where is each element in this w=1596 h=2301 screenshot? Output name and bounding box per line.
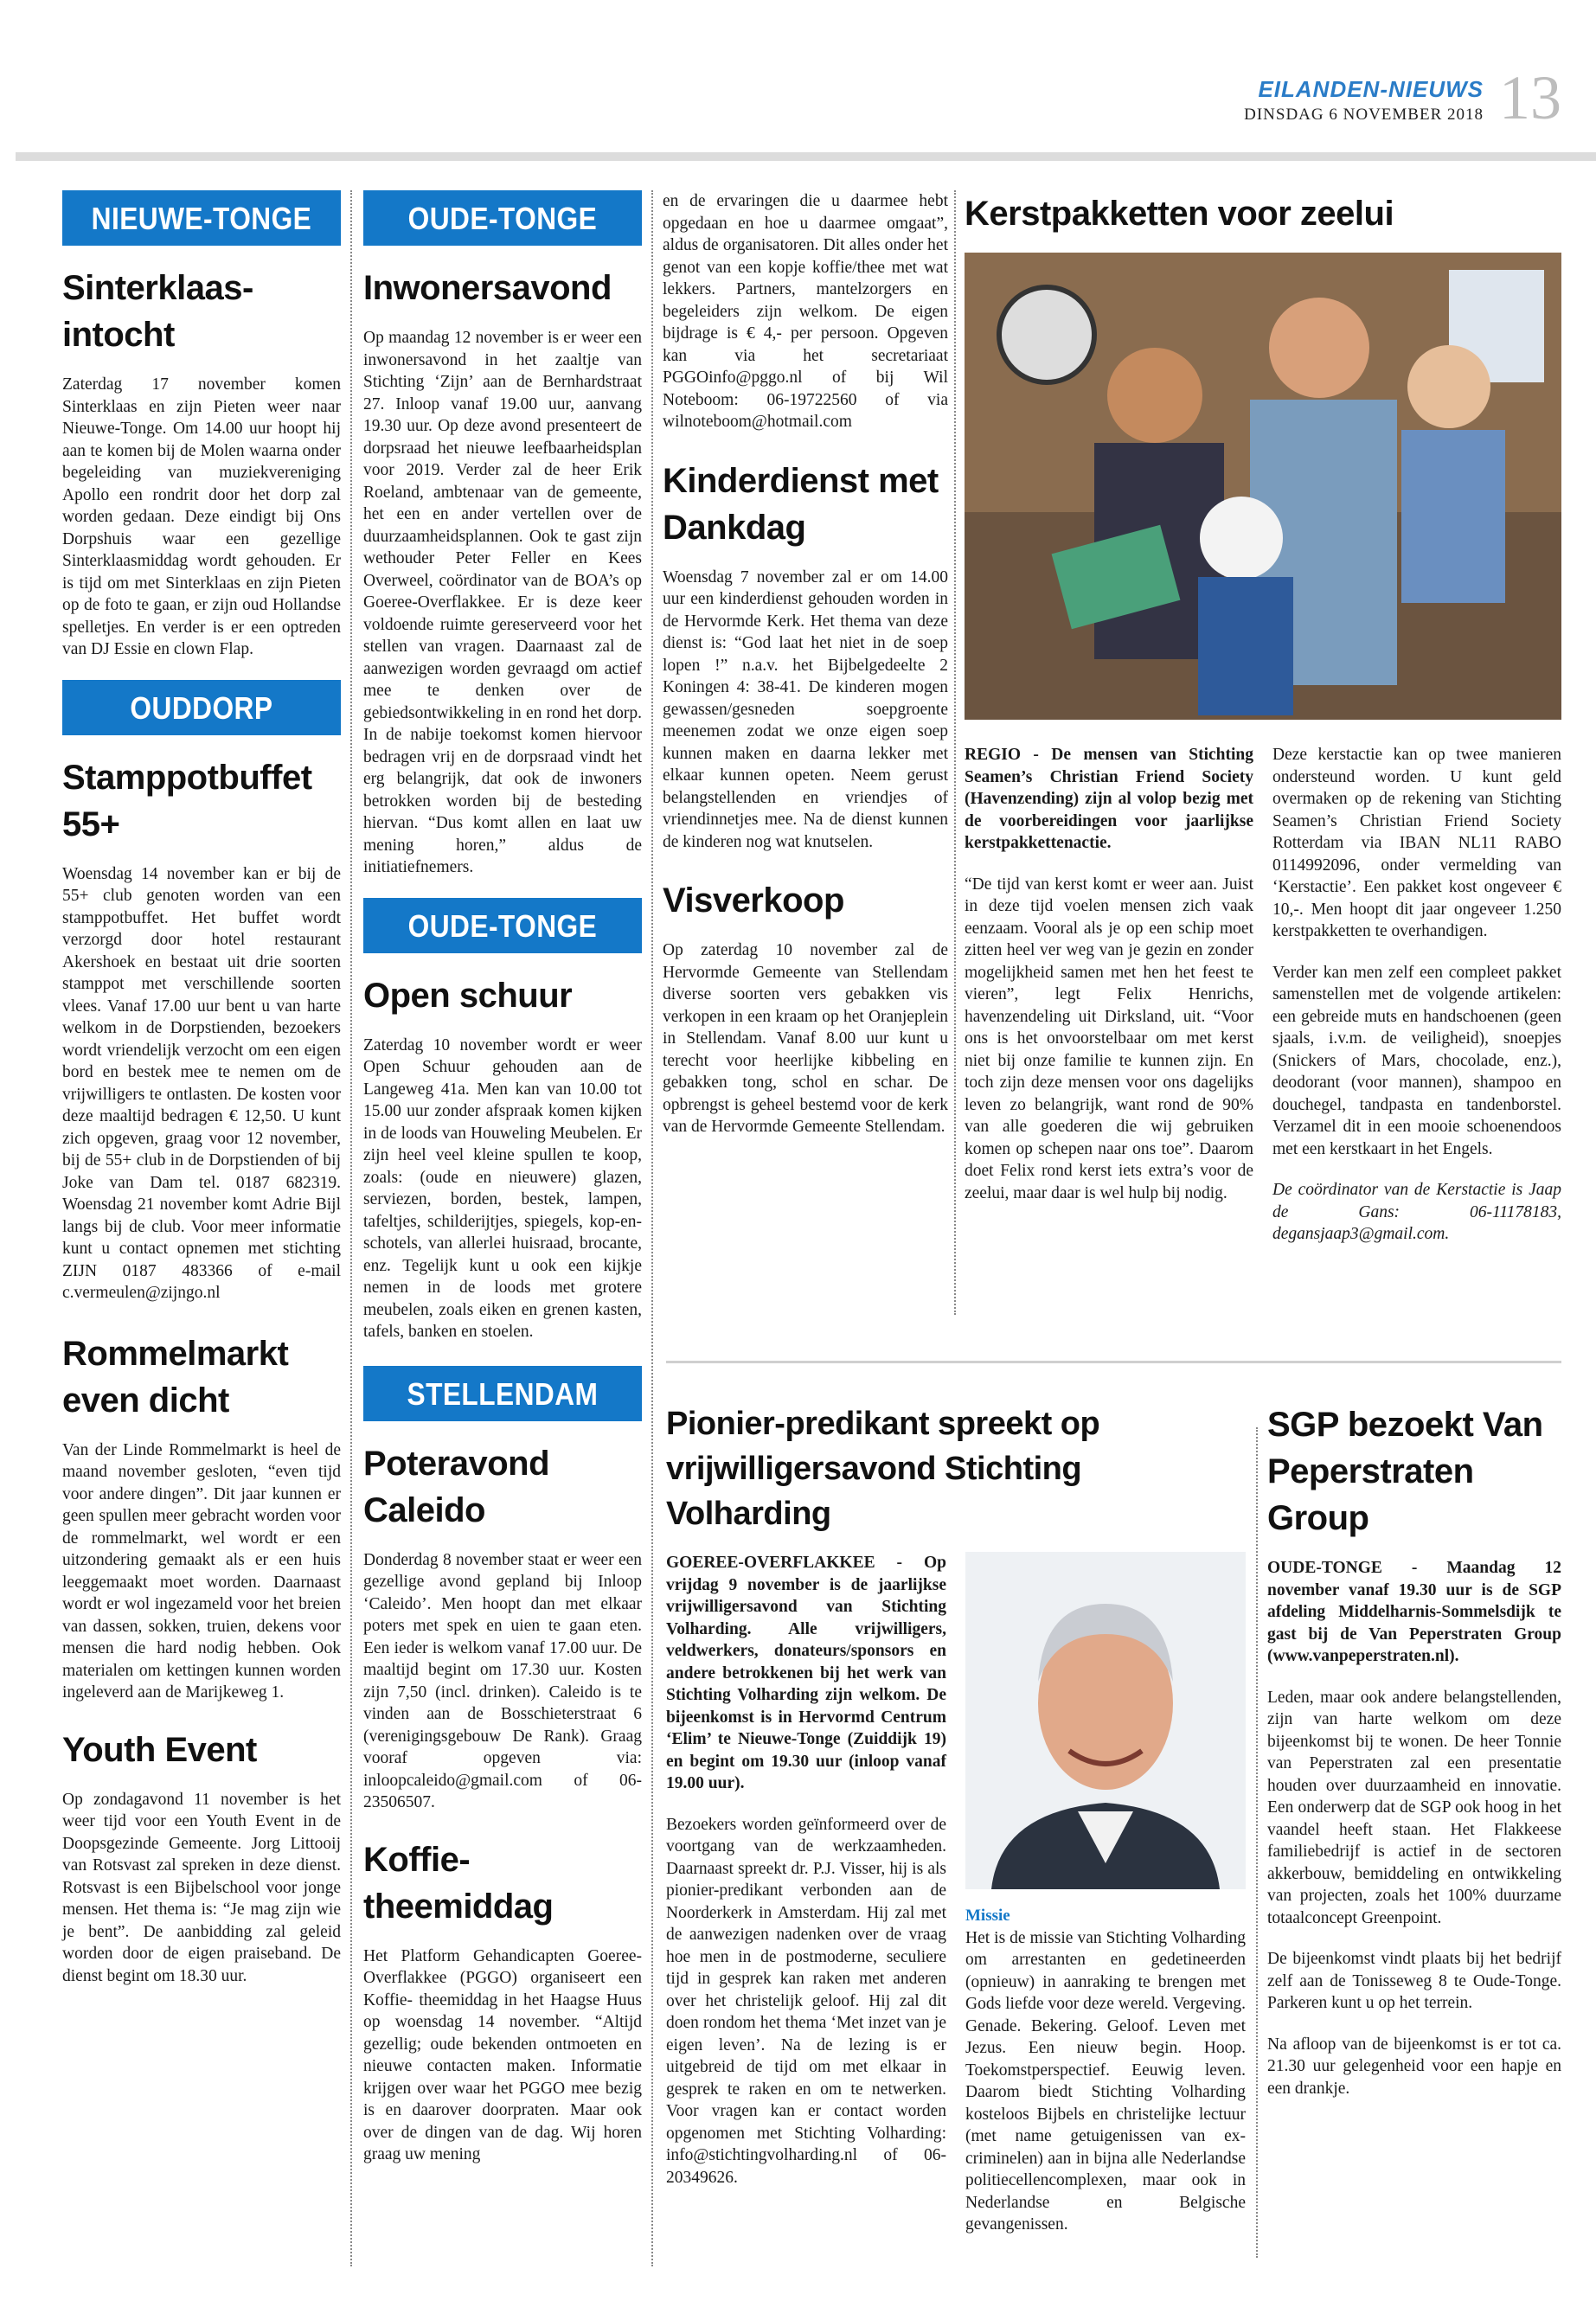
article-lead: OUDE-TONGE - Maandag 12 november vanaf 19.30 uur is de SGP afdeling Middelharnis-Sommelsdijk te gast bij de Van Peperstraten Group (www.vanpeperstraten.nl). [1267,1559,1561,1665]
column-1 [62,190,341,2006]
article-title: Poteravond Caleido [363,1444,550,1529]
header-divider [16,152,1596,161]
issue-date: DINSDAG 6 NOVEMBER 2018 [1244,106,1484,124]
article-body: Verder kan men zelf een compleet pakket samenstellen met de volgende artikelen: een gebreide muts en handschoenen (geen sjaals, i.v.m. de veiligheid), snoepjes (Snickers of Mars, chocolade, enz.), deodorant (voor mannen), shampoo en douchegel, tandpasta en tandenborstel. Verzamel dit in een mooie schoenendoos met een kerstkaart in het Engels. [1272,963,1561,1158]
section-tag: OUDE-TONGE [363,190,642,246]
column-2 [363,190,642,2185]
article-body: Het Platform Gehandicapten Goeree-Overflakkee (PGGO) organiseert een Koffie- theemiddag in het Haagse Huus op woensdag 14 november. “Altijd gezellig; oude bekenden ontmoeten en nieuwe contacten maken. Informatie krijgen over waar het PGGO mee bezig is en daarover doorpraten. Maar ook over de dingen van de dag. Wij horen graag uw mening [363,1946,642,2163]
article-body: Op zondagavond 11 november is het weer tijd voor een Youth Event in de Doopsgezinde Gemeente. Jorg Littooij van Rotsvast zal spreken in deze dienst. Rotsvast is een Bijbelschool voor jonge mensen. Het thema is: “Je mag zijn wie je bent”. De aanbidding zal geleid worden door de eigen praiseband. De dienst begint om 18.30 uur. [62,1790,341,1985]
article-title: Youth Event [62,1730,257,1769]
article-body: Op maandag 12 november is er weer een inwonersavond in het zaaltje van Stichting ‘Zijn’ aan de Bernhardstraat 27. Inloop vanaf 19.00 uur, aanvang 19.30 uur. Op deze avond presenteert de dorpsraad het nieuwe leefbaarheidsplan voor 2019. Verder zal de heer Erik Roeland, ambtenaar van de gemeente, het een en ander vertellen over de duurzaamheidsplannen. Ook te gast zijn wethouder Peter Feller en Kees Overweel, coördinator van de BOA’s op Goeree-Overflakkee. Er is deze keer voldoende ruimte gereserveerd voor het stellen van vragen. Daarnaast zal de aanwezigen worden gevraagd om actief mee te denken over de gebiedsontwikkeling in en rond het dorp. In de nabije toekomst komen hiervoor bedragen vrij en de dorpsraad vindt het erg belangrijk, dat ook de inwoners betrokken worden bij de besteding hiervan. “Dus komt allen en laat uw mening horen,” aldus de initiatiefnemers. [363,329,642,876]
kerst-photo [965,253,1561,720]
portrait-icon [965,1552,1246,1889]
article-body: Op zaterdag 10 november zal de Hervormde Gemeente van Stellendam diverse soorten vers gebakken vis verkopen in een kraam op het Oranjeplein in Stellendam. Vanaf 8.00 uur kunt u terecht voor heerlijke kibbeling en gebakken tong, schol en schar. De opbrengst is geheel bestemd voor de kerk van de Hervormde Gemeente Stellendam. [663,941,948,1136]
article-lead: GOEREE-OVERFLAKKEE - Op vrijdag 9 november is de jaarlijkse vrijwilligersavond van Stichting Volharding. Alle vrijwilligers, veldwerkers, donateurs/sponsors en andere betrokkenen bij het werk van Stichting Volharding zijn welkom. De bijeenkomst is in Hervormd Centrum ‘Elim’ te Nieuwe-Tonge (Zuiddijk 19) en begint om 19.30 uur (inloop vanaf 19.00 uur). [666,1554,946,1792]
brand-logo: EILANDEN-NIEUWS [1258,76,1484,102]
article-body: Van der Linde Rommelmarkt is heel de maand november gesloten, “even tijd voor andere dingen”. Dit jaar kunnen er geen spullen meer gebracht worden voor de rommelmarkt, wel wordt er een uitzondering gemaakt als er een huis leeggemaakt moet worden. Daarnaast wordt er wol ingezameld voor het breien van dassen, sokken, truien, dekens voor mensen die hard nodig hebben. Ook materialen om kettingen kunnen worden ingeleverd aan de Marijkeweg 1. [62,1440,341,1702]
article-kerstpakketten [965,190,1561,1265]
article-title: Stamppotbuffet 55+ [62,758,312,843]
column-3 [663,190,948,1157]
column-divider [954,190,956,1315]
column-divider [651,190,653,2266]
article-body: Het is de missie van Stichting Volharding om arrestanten en gedetineerden (opnieuw) in aanraking te brengen met Gods liefde voor deze wereld. Vergeving. Genade. Bekering. Geloof. Leven met Jezus. Een nieuw begin. Hoop. Toekomstperspectief. Eeuwig leven. Daarom biedt Stichting Volharding kosteloos Bijbels en christelijke lectuur (met name getuigenissen van ex-criminelen) aan in bijna alle Nederlandse politiecellencomplexen, maar ook in Nederlandse en Belgische gevangenissen. [965,1928,1246,2234]
article-body: “De tijd van kerst komt er weer aan. Juist in deze tijd voelen mensen zich vaak eenzaam. Vooral als je op een schip moet zitten heel ver weg van je gezin en zonder mogelijkheid samen met hen het feest te vieren”, legt Felix Henrichs, havenzendeling uit Dirksland, uit. “Voor ons is het onvoorstelbaar om met kerst niet bij onze familie te kunnen zijn. En toch zijn deze mensen voor ons dagelijks leven zo belangrijk, want rond de 90% van alle goederen die wij gebruiken komen op schepen naar ons toe”. Daarom doet Felix rond kerst iets extra’s voor de zeelui, maar daar is wel hulp bij nodig. [965,875,1253,1202]
article-body: Zaterdag 17 november komen Sinterklaas en zijn Pieten weer naar Nieuwe-Tonge. Om 14.00 uur hoopt hij aan te komen bij de Molen waarna onder begeleiding van muziekvereniging Apollo een rondrit door het dorp zal worden gedaan. Deze eindigt bij Ons Dorpshuis waar een gezellige Sinterklaasmiddag wordt gehouden. Er is tijd om met Sinterklaas en zijn Pieten op de foto te gaan, er zijn oud Hollandse spelletjes. En verder is er een optreden van DJ Essie en clown Flap. [62,375,341,658]
article-body: De bijeenkomst vindt plaats bij het bedrijf zelf aan de Tonisseweg 8 te Oude-Tonge. Parkeren kunt u op het terrein. [1267,1950,1561,2012]
article-body: Donderdag 8 november staat er weer een gezellige avond gepland bij Inloop ‘Caleido’. Men hoopt dan met elkaar poters met spek en uien te gaan eten. Een ieder is welkom vanaf 17.00 uur. De maaltijd begint om 17.30 uur. Kosten zijn 7,50 (incl. drinken). Caleido is te vinden aan de Bosschieterstraat 6 (verenigingsgebouw De Rank). Graag vooraf opgeven via: inloopcaleido@gmail.com of 06-23506507. [363,1550,642,1811]
article-contact: De coördinator van de Kerstactie is Jaap de Gans: 06-11178183, degansjaap3@gmail.com. [1272,1181,1561,1243]
article-body: Woensdag 14 november kan er bij de 55+ club genoten worden van een stamppotbuffet. Het buffet wordt verzorgd door hotel restaurant Akershoek en bestaat uit drie soorten stamppot met verschillende soorten vlees. Vanaf 17.00 uur bent u van harte welkom in de Dorpstienden, bezoekers wordt vriendelijk verzocht om een eigen bord en bestek mee te nemen om de vrijwilligers te ontlasten. De kosten voor deze maaltijd bedragen € 12,50. U kunt zich opgeven, graag voor 12 november, bij de 55+ club in de Dorpstienden of bij Joke van Dam tel. 0187 682319. Woensdag 21 november komt Adrie Bijl langs bij de club. Voor meer informatie kunt u contact opnemen met stichting ZIJN 0187 483366 of e-mail c.vermeulen@zijngo.nl [62,864,341,1302]
article-pionier [666,1401,1246,2255]
article-body: Na afloop van de bijeenkomst is er tot ca. 21.30 uur gelegenheid voor een hapje en een drankje. [1267,2035,1561,2098]
column-divider [1256,1427,1258,2258]
article-title: Pionier-predikant spreekt op vrijwilligersavond Stichting Volharding [666,1406,1100,1532]
article-lead: REGIO - De mensen van Stichting Seamen’s Christian Friend Society (Havenzending) zijn al volop bezig met de voorbereidingen voor jaarlijkse kerstpakkettenactie. [965,746,1253,852]
article-title: Kinderdienst met Dankdag [663,461,939,547]
article-body: Zaterdag 10 november wordt er weer Open Schuur gehouden aan de Langeweg 41a. Men kan van 10.00 tot 15.00 uur zonder afspraak komen kijken in de loods van Houweling Meubelen. Er zijn heel veel kleine spullen te koop, zoals: (oude en nieuwere) glazen, serviezen, borden, bestek, lampen, tafeltjes, schilderijtjes, spiegels, kop-en-schotels, van allerlei huisraad, brocante, enz. Tegelijk kunt u ook een kijkje nemen in de loods met grotere meubelen, zoals eiken en grenen kasten, tafels, banken en stoelen. [363,1035,642,1341]
section-tag: NIEUWE-TONGE [62,190,341,246]
article-title: Inwonersavond [363,269,612,307]
article-title: Sinterklaas-intocht [62,269,253,354]
people-photo-icon [965,253,1561,720]
article-title: Rommelmarkt even dicht [62,1334,289,1420]
section-divider [666,1361,1561,1363]
article-title: Open schuur [363,976,573,1015]
article-body: Leden, maar ook andere belangstellenden, zijn van harte welkom om deze bijeenkomst bij te wonen. De heer Tonnie van Peperstraten zal een presentatie houden over duurzaamheid en innovatie. Een onderwerp dat de SGP ook hoog in het vaandel heeft staan. Het Flakkeese familiebedrijf is actief in de sectoren akkerbouw, bemiddeling en ontwikkeling van projecten, zoals het 100% duurzame totaalconcept Greenpoint. [1267,1688,1561,1927]
article-body: en de ervaringen die u daarmee hebt opgedaan en hoe u daarmee omgaat”, aldus de organisatoren. Dit alles onder het genot van een kopje koffie/thee met wat lekkers. Partners, mantelzorgers en begeleiders zijn welkom. De eigen bijdrage is € 4,- per persoon. Opgeven kan via het secretariaat PGGOinfo@pggo.nl of bij Wil Noteboom: 06-19722560 of via wilnoteboom@hotmail.com [663,192,948,431]
masthead [0,0,1596,164]
column-divider [350,190,352,2266]
article-sgp [1267,1401,1561,2118]
article-title: Koffie-theemiddag [363,1840,554,1926]
article-title: SGP bezoekt Van Peperstraten Group [1267,1406,1543,1537]
article-body: Bezoekers worden geïnformeerd over de voortgang van de werkzaamheden. Daarnaast spreekt dr. P.J. Visser, hij is als pionier-predikant verbonden aan de Noorderkerk in Amsterdam. Hij zal met de aanwezigen nadenken over de vraag hoe men in de postmoderne, seculiere tijd in gesprek kan raken met anderen over het christelijk geloof. Hij zal dit doen rondom het thema ‘Met inzet van je eigen leven’. Na de lezing is er uitgebreid de tijd om met elkaar in gesprek te raken en om te netwerken. Voor vragen kan er contact worden opgenomen met Stichting Volharding: info@stichtingvolharding.nl of 06-20349626. [666,1815,946,2187]
article-title: Kerstpakketten voor zeelui [965,195,1394,233]
page-number: 13 [1499,63,1561,132]
section-tag: OUDDORP [62,680,341,735]
section-tag: OUDE-TONGE [363,898,642,953]
article-body: Deze kerstactie kan op twee manieren ondersteund worden. U kunt geld overmaken op de rekening van Stichting Seamen’s Christian Friend Society Rotterdam via IBAN NL11 RABO 0114992096, onder vermelding van ‘Kerstactie’. Een pakket kost ongeveer € 10,-. Men hoopt dit jaar ongeveer 1.250 kerstpakketten te overhandigen. [1272,746,1561,940]
portrait-photo [965,1552,1246,1889]
article-title: Visverkoop [663,881,844,920]
article-body: Woensdag 7 november zal er om 14.00 uur een kinderdienst gehouden worden in de Hervormde Kerk. Het thema van deze dienst is: “God laat het niet in de soep lopen !” n.a.v. het Bijbelgedeelte 2 Koningen 4: 38-41. De kinderen mogen gewassen/gesneden soepgroente meenemen zodat we onze eigen soep kunnen maken en daarna lekker met elkaar kunnen opeten. Neem gerust belangstellenden en vriendjes of vriendinnetjes mee. Na de dienst kunnen de kinderen nog wat knutselen. [663,567,948,851]
subheading-missie: Missie [965,1907,1010,1925]
section-tag: STELLENDAM [363,1366,642,1421]
